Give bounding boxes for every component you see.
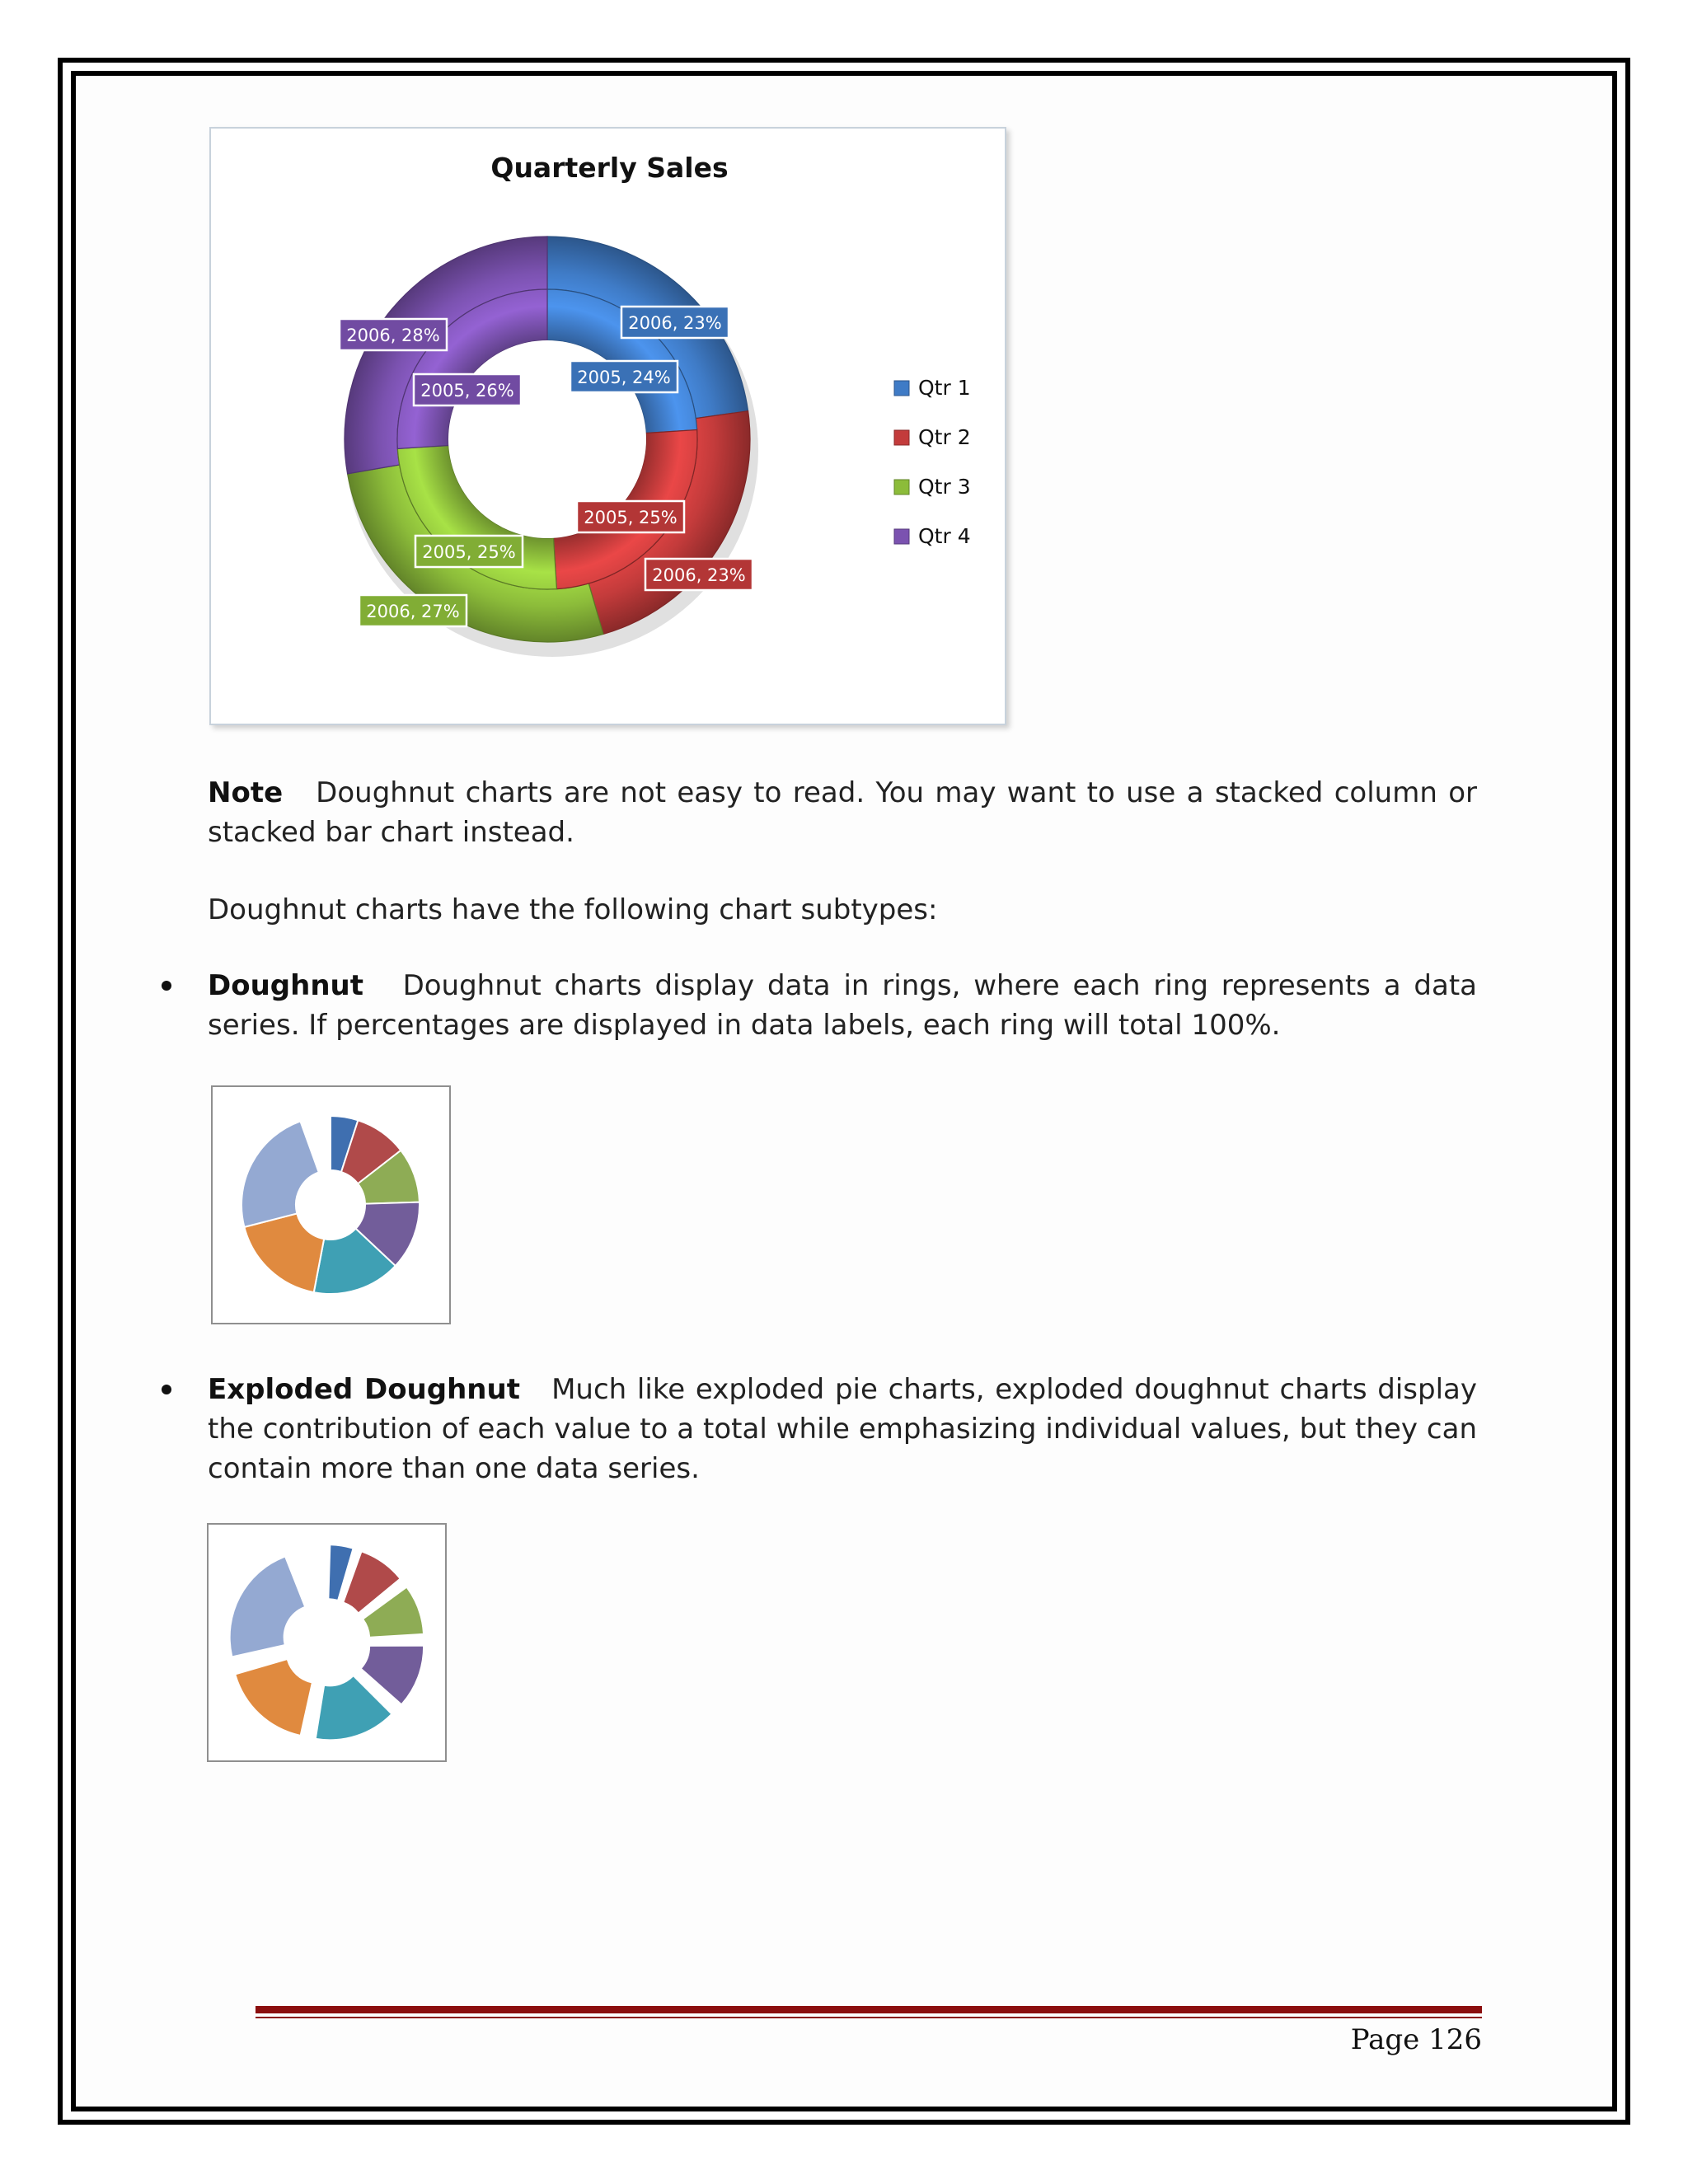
page-number: Page 126 bbox=[1350, 2023, 1482, 2056]
data-label bbox=[340, 319, 447, 350]
legend-label: Qtr 1 bbox=[918, 376, 971, 400]
bullet-doughnut-label: Doughnut bbox=[208, 969, 363, 1002]
footer-rule bbox=[256, 2006, 1482, 2013]
legend-item bbox=[894, 524, 971, 548]
bullet-doughnut bbox=[208, 966, 1477, 1045]
legend-label: Qtr 4 bbox=[918, 524, 971, 548]
legend-swatch bbox=[894, 529, 909, 544]
legend-swatch bbox=[894, 480, 909, 494]
bullet-exploded-label: Exploded Doughnut bbox=[208, 1373, 520, 1406]
legend-item bbox=[894, 475, 971, 499]
data-label bbox=[415, 536, 523, 567]
bullet-marker bbox=[162, 1385, 171, 1394]
bullet-doughnut-text: Doughnut charts display data in rings, where each ring represents a data series. If percentages are displayed in data labels, each ring will total 100%. bbox=[208, 969, 1477, 1042]
legend-item bbox=[894, 425, 971, 449]
data-label-text: 2005, 25% bbox=[584, 508, 678, 527]
data-label-text: 2006, 27% bbox=[366, 602, 460, 621]
note-paragraph bbox=[208, 773, 1477, 852]
intro-paragraph: Doughnut charts have the following chart subtypes: bbox=[208, 893, 938, 926]
note-label: Note bbox=[208, 776, 284, 809]
data-label-text: 2006, 23% bbox=[628, 313, 722, 333]
data-label bbox=[414, 374, 521, 405]
bullet-exploded-doughnut bbox=[208, 1370, 1477, 1488]
doughnut-chart-svg bbox=[211, 129, 1008, 727]
chart-title: Quarterly Sales bbox=[490, 152, 729, 184]
legend-label: Qtr 2 bbox=[918, 425, 971, 449]
data-label bbox=[359, 595, 467, 626]
legend-label: Qtr 3 bbox=[918, 475, 971, 499]
thumbnail-slice bbox=[316, 1677, 391, 1740]
legend-swatch bbox=[894, 381, 909, 396]
data-label bbox=[645, 559, 753, 590]
data-label bbox=[570, 361, 678, 392]
data-label-text: 2005, 25% bbox=[422, 542, 516, 562]
data-label bbox=[621, 307, 729, 338]
thumbnail-slice bbox=[244, 1213, 324, 1292]
bullet-exploded-text: Much like exploded pie charts, exploded doughnut charts display the contribution of each value to a total while emphasizing individual values, but they can contain more than one data series. bbox=[208, 1373, 1477, 1485]
legend-swatch bbox=[894, 430, 909, 445]
note-text: Doughnut charts are not easy to read. You may want to use a stacked column or stacked bar chart instead. bbox=[208, 776, 1477, 849]
data-label-text: 2006, 28% bbox=[346, 326, 440, 345]
data-label-text: 2005, 24% bbox=[577, 368, 671, 387]
data-label-text: 2005, 26% bbox=[420, 381, 514, 401]
quarterly-sales-chart bbox=[209, 127, 1006, 725]
data-label-text: 2006, 23% bbox=[652, 565, 746, 585]
thumbnail-slice bbox=[241, 1121, 319, 1226]
data-label bbox=[577, 501, 684, 532]
doughnut-thumbnail-svg bbox=[213, 1087, 449, 1323]
thumbnail-slice bbox=[237, 1660, 312, 1734]
bullet-marker bbox=[162, 981, 171, 991]
legend-item bbox=[894, 376, 971, 400]
footer-rule-thin bbox=[256, 2017, 1482, 2018]
thumbnail-slice bbox=[231, 1558, 304, 1657]
exploded-doughnut-thumbnail-svg bbox=[209, 1525, 445, 1760]
doughnut-thumbnail bbox=[211, 1085, 451, 1324]
exploded-doughnut-thumbnail bbox=[207, 1523, 447, 1762]
